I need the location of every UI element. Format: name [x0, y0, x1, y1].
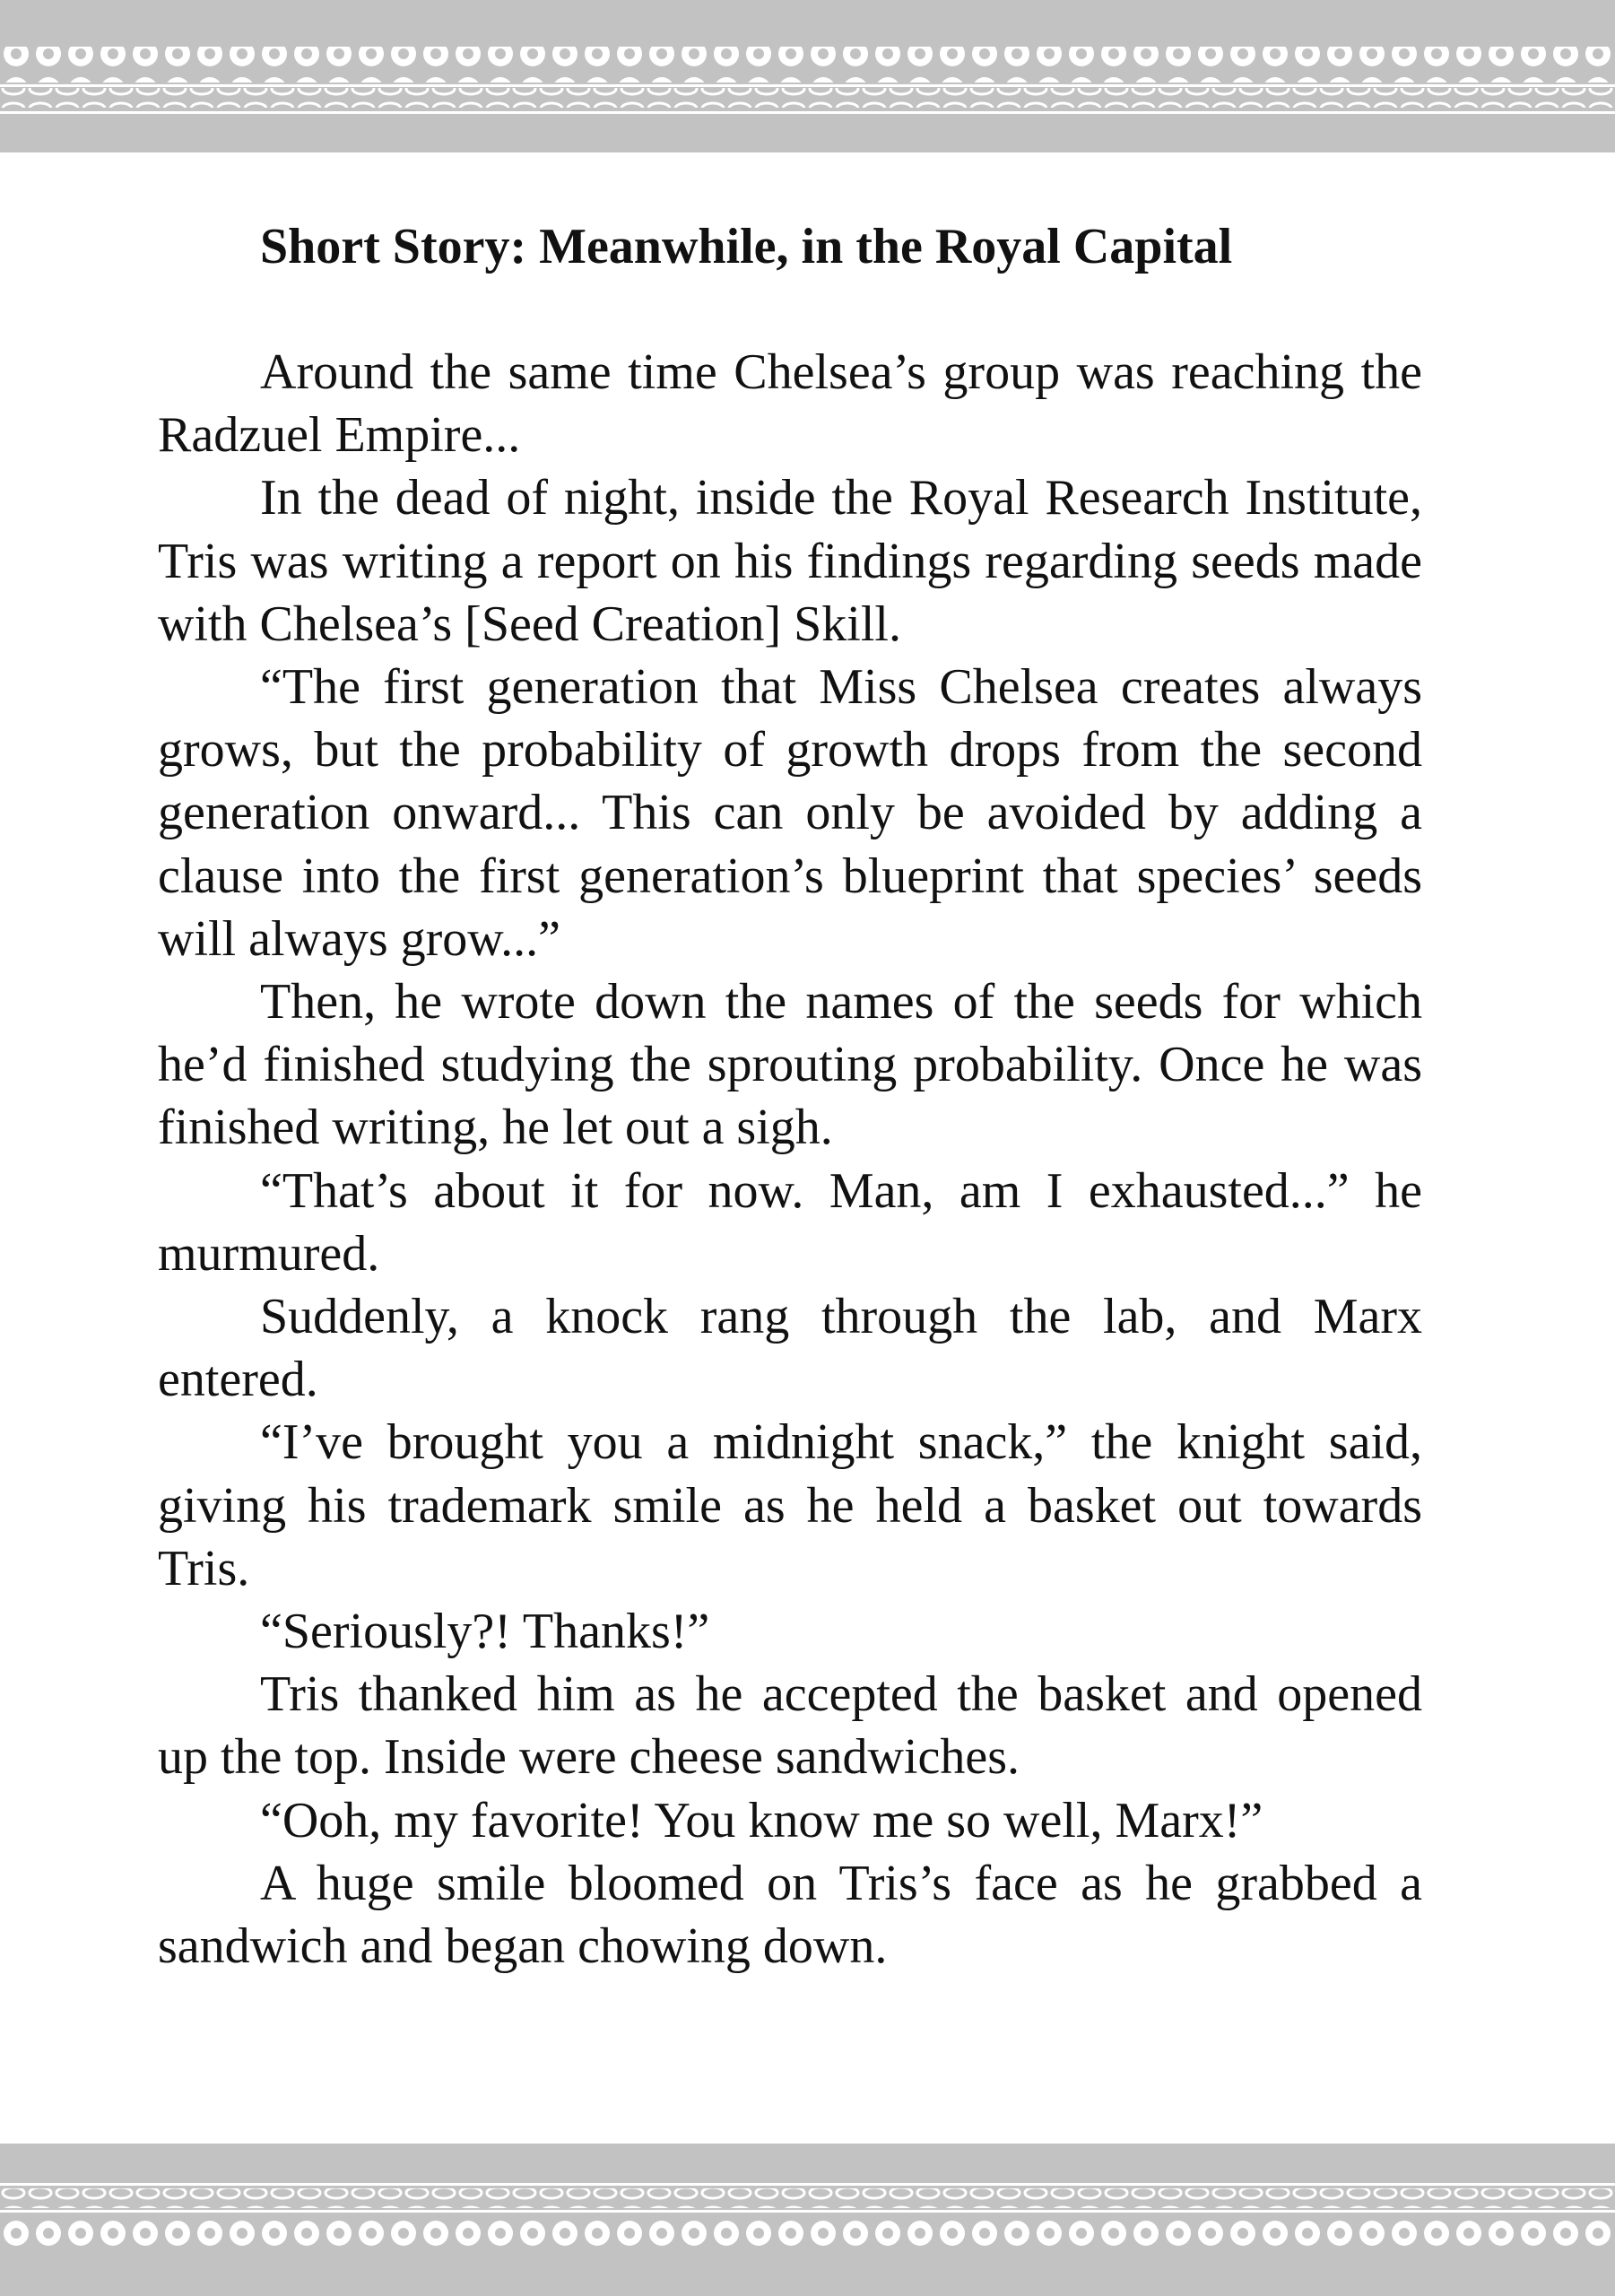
paragraph: Around the same time Chelsea’s group was reaching the Radzuel Empire... [158, 344, 1422, 464]
lace-border-top-icon [0, 0, 1615, 152]
paragraph: “Ooh, my favorite! You know me so well, Marx!” [260, 1792, 1263, 1848]
story-body [158, 341, 1422, 1978]
paragraph: Suddenly, a knock rang through the lab, and Marx entered. [158, 1289, 1422, 1408]
paragraph: “The first generation that Miss Chelsea creates always grows, but the probability of growth drops from the second generation onward... This can only be avoided by adding a clause into the first generation’s blueprint that species’ seeds will always grow...” [158, 659, 1422, 967]
lace-border-bottom-icon [0, 2144, 1615, 2296]
paragraph: Tris thanked him as he accepted the basket and opened up the top. Inside were cheese sandwiches. [158, 1666, 1422, 1786]
paragraph: A huge smile bloomed on Tris’s face as he grabbed a sandwich and began chowing down. [158, 1855, 1422, 1975]
paragraph: “I’ve brought you a midnight snack,” the knight said, giving his trademark smile as he held a basket out towards Tris. [158, 1414, 1422, 1596]
paragraph: “Seriously?! Thanks!” [260, 1604, 710, 1660]
paragraph: In the dead of night, inside the Royal Research Institute, Tris was writing a report on his findings regarding seeds made with Chelsea’s [Seed Creation] Skill. [158, 470, 1422, 652]
story-title: Short Story: Meanwhile, in the Royal Capital [260, 219, 1233, 274]
paragraph: “That’s about it for now. Man, am I exhausted...” he murmured. [158, 1162, 1422, 1282]
paragraph: Then, he wrote down the names of the seeds for which he’d finished studying the sprouting probability. Once he was finished writing, he let out a sigh. [158, 974, 1422, 1156]
